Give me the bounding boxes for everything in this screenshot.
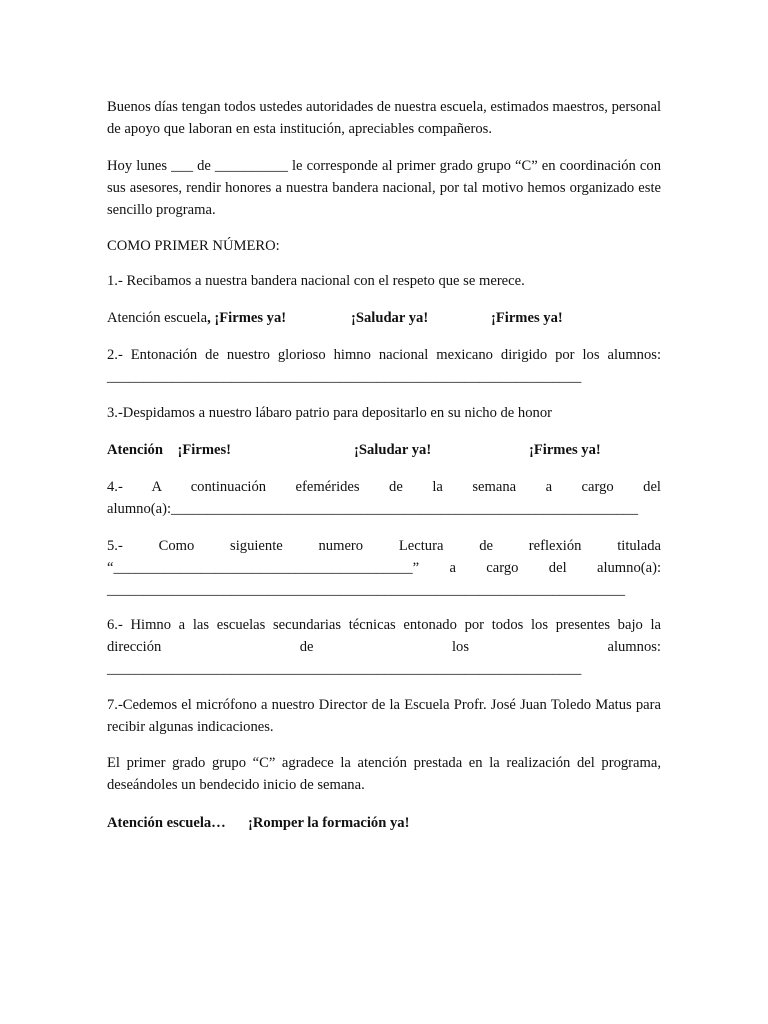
command-romper-formacion: ¡Romper la formación ya!: [248, 815, 410, 831]
item-6-line-1: 6.- Himno a las escuelas secundarias técnicas entonado por todos los presentes bajo la: [107, 617, 661, 633]
command-firmes-2: ¡Firmes ya!: [491, 310, 563, 326]
item-6-line-2: dirección de los alumnos:: [107, 639, 661, 655]
command-group-1: [107, 307, 286, 329]
item-2: [107, 344, 661, 388]
command-firmes-1: , ¡Firmes ya!: [207, 310, 287, 326]
item-2-text: 2.- Entonación de nuestro glorioso himno nacional mexicano dirigido por los alumnos:: [107, 347, 661, 363]
item-5-line-3: _______________________________________________________________________: [107, 582, 626, 598]
section-heading: COMO PRIMER NÚMERO:: [107, 238, 280, 254]
item-4-line-1: 4.- A continuación efemérides de la semana a cargo del: [107, 479, 661, 495]
command-atencion-firmes: Atención ¡Firmes!: [107, 442, 232, 458]
command-saludar-1: ¡Saludar ya!: [351, 310, 429, 326]
greeting-paragraph: Buenos días tengan todos ustedes autoridades de nuestra escuela, estimados maestros, personal de apoyo que laboran en esta institución, apreciables compañeros.: [107, 99, 662, 137]
item-3: 3.-Despidamos a nuestro lábaro patrio para depositarlo en su nicho de honor: [107, 405, 552, 421]
command-prefix: Atención escuela: [107, 310, 208, 326]
item-4-line-2: alumno(a):________________________________________________________________: [107, 501, 639, 517]
item-2-blank: _________________________________________________________________: [107, 369, 582, 385]
item-5: [107, 535, 661, 601]
item-7: 7.-Cedemos el micrófono a nuestro Director de la Escuela Profr. José Juan Toledo Matus para recibir algunas indicaciones.: [107, 697, 661, 735]
final-commands: [107, 812, 661, 834]
item-6-line-3: _________________________________________________________________: [107, 661, 582, 677]
item-6: [107, 614, 661, 680]
command-atencion-escuela: Atención escuela…: [107, 815, 226, 831]
commands-line-2: [107, 439, 661, 461]
item-5-line-2: “_________________________________________” a cargo del alumno(a):: [107, 560, 661, 576]
command-saludar-2: ¡Saludar ya!: [354, 442, 432, 458]
intro-paragraph: Hoy lunes ___ de __________ le corresponde al primer grado grupo “C” en coordinación con sus asesores, rendir honores a nuestra bandera nacional, por tal motivo hemos organizado este sencillo programa.: [107, 158, 661, 218]
command-firmes-3: ¡Firmes ya!: [529, 442, 601, 458]
closing-paragraph: El primer grado grupo “C” agradece la atención prestada en la realización del programa, deseándoles un bendecido inicio de semana.: [107, 755, 661, 793]
item-4: [107, 476, 661, 520]
item-5-line-1: 5.- Como siguiente numero Lectura de reflexión titulada: [107, 538, 661, 554]
item-1: 1.- Recibamos a nuestra bandera nacional con el respeto que se merece.: [107, 273, 525, 289]
commands-line-1: [107, 307, 661, 329]
